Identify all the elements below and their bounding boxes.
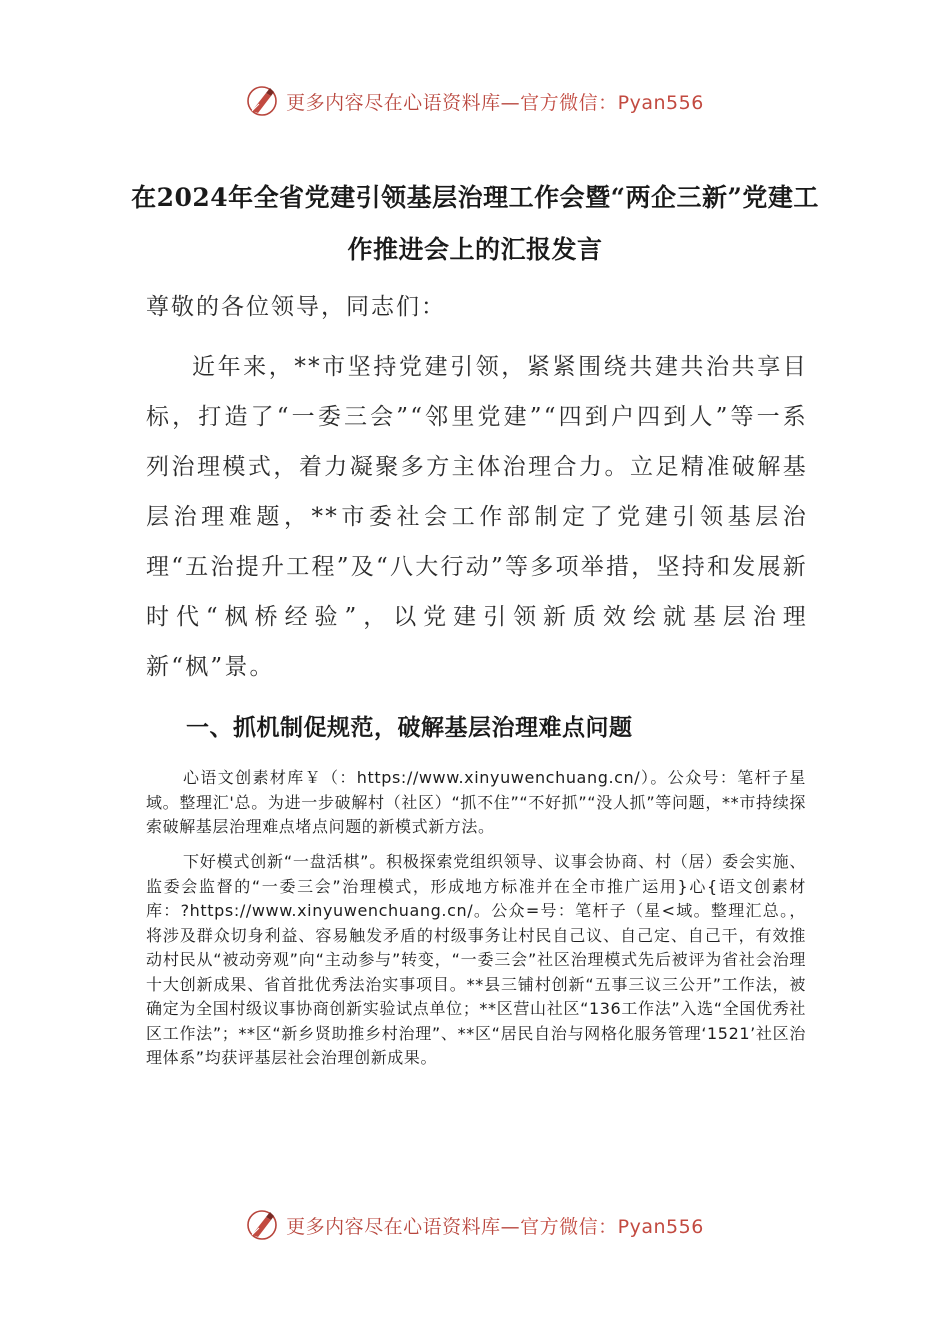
header-banner bbox=[0, 84, 950, 118]
banner-text: 更多内容尽在心语资料库—官方微信：Pyan556 bbox=[286, 1215, 704, 1238]
footer-banner bbox=[0, 1208, 950, 1242]
banner-text: 更多内容尽在心语资料库—官方微信：Pyan556 bbox=[286, 91, 704, 114]
salutation: 尊敬的各位领导，同志们： bbox=[146, 294, 446, 320]
intro-paragraph: 近年来，**市坚持党建引领，紧紧围绕共建共治共享目标，打造了“一委三会”“邻里党建”“四到户四到人”等一系列治理模式，着力凝聚多方主体治理合力。立足精准破解基层治理难题，**市委社会工作部制定了党建引领基层治理“五治提升工程”及“八大行动”等多项举措，坚持和发展新时代“枫桥经验”，以党建引领新质效绘就基层治理新“枫”景。 bbox=[146, 354, 808, 680]
banner-wechat: 官方微信：Pyan556 bbox=[520, 1215, 704, 1238]
body-paragraph-2: 下好模式创新“一盘活棋”。积极探索党组织领导、议事会协商、村（居）委会实施、监委会监督的“一委三会”治理模式，形成地方标准并在全市推广运用}心{语文创素材库：?https://www.xinyuwenchuang.cn/。公众=号：笔杆子（星<域。整理汇总。，将涉及群众切身利益、容易触发矛盾的村级事务让村民自己议、自己定、自己干，有效推动村民从“被动旁观”向“主动参与”转变，“一委三会”社区治理模式先后被评为省社会治理十大创新成果、省首批优秀法治实事项目。**县三铺村创新“五事三议三公开”工作法，被确定为全国村级议事协商创新实验试点单位；**区营山社区“136工作法”入选“全国优秀社区工作法”；**区“新乡贤助推乡村治理”、**区“居民自治与网格化服务管理‘1521’社区治理体系”均获评基层社会治理创新成果。 bbox=[146, 852, 806, 1067]
banner-wechat: 官方微信：Pyan556 bbox=[520, 91, 704, 114]
body-paragraph-1: 心语文创素材库￥（：https://www.xinyuwenchuang.cn/）。公众号：笔杆子星域。整理汇'总。为进一步破解村（社区）“抓不住”“不好抓”“没人抓”等问题，**市持续探索破解基层治理难点堵点问题的新模式新方法。 bbox=[146, 768, 806, 836]
pen-nib-logo-icon bbox=[246, 1208, 278, 1242]
section-heading: 一、抓机制促规范，破解基层治理难点问题 bbox=[186, 714, 633, 741]
document-title: 在2024年全省党建引领基层治理工作会暨“两企三新”党建工作推进会上的汇报发言 bbox=[131, 183, 819, 264]
pen-nib-logo-icon bbox=[246, 84, 278, 118]
